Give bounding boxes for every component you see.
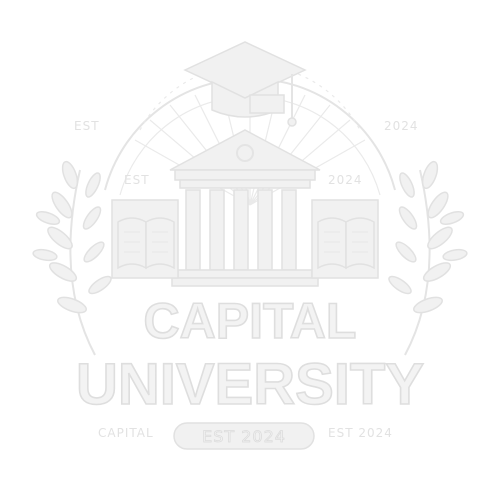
university-name-line1: CAPITAL bbox=[143, 293, 357, 349]
year-label-right: 2024 bbox=[384, 119, 419, 133]
laurel-wreath-icon bbox=[32, 160, 113, 355]
open-book-icon bbox=[118, 218, 174, 268]
graduation-cap-icon bbox=[185, 42, 305, 126]
est-badge-label: EST 2024 bbox=[202, 427, 286, 446]
open-book-icon bbox=[318, 218, 374, 268]
est-label-left: EST bbox=[74, 119, 100, 133]
footer-est-label: EST 2024 bbox=[328, 426, 393, 440]
footer-capital-label: CAPITAL bbox=[98, 426, 154, 440]
inner-est-label: EST bbox=[124, 173, 150, 187]
laurel-wreath-icon bbox=[386, 160, 467, 355]
university-name-line2: UNIVERSITY bbox=[75, 352, 425, 417]
inner-year-label: 2024 bbox=[328, 173, 363, 187]
